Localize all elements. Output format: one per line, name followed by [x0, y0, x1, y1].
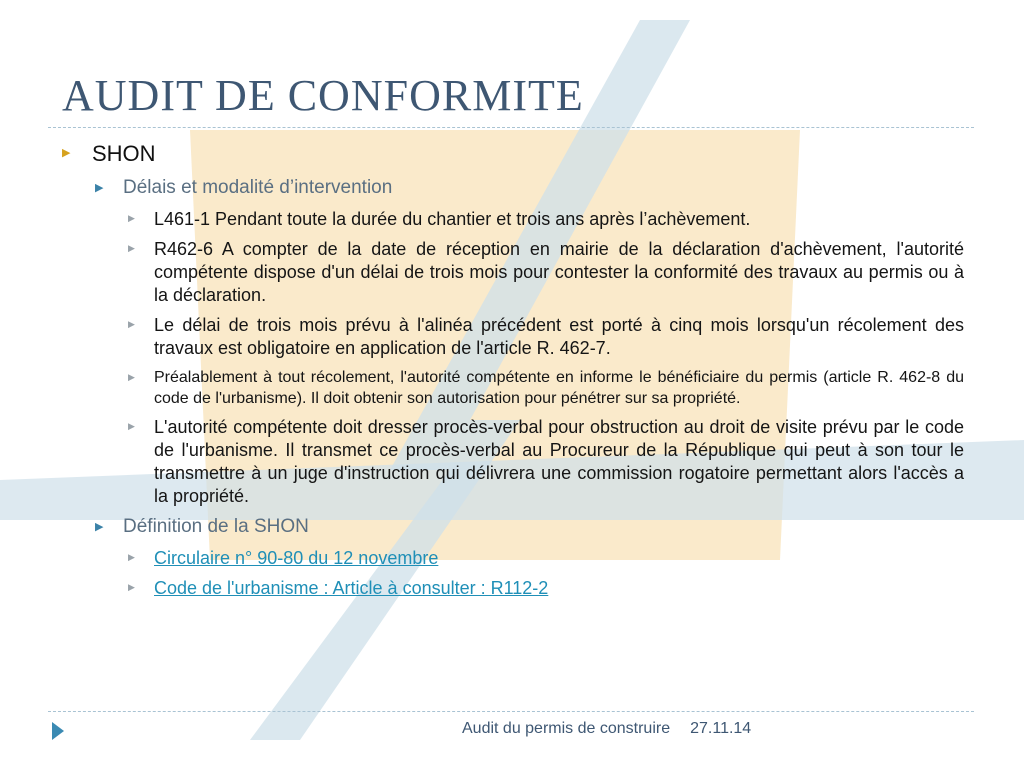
bullet-delais [60, 176, 964, 200]
bullet-definition-shon [60, 515, 964, 539]
list-item [60, 416, 964, 508]
slide-title: AUDIT DE CONFORMITE [62, 71, 584, 120]
list-item-text: Préalablement à tout récolement, l'autorité compétente en informe le bénéficiaire du permis (article R. 462-8 du code de l'urbanisme). Il doit obtenir son autorisation pour pénétrer sur sa propriété. [154, 369, 964, 407]
list-item-link[interactable] [60, 547, 964, 570]
bullet-text: Définition de la SHON [123, 516, 309, 537]
bullet-text: SHON [92, 141, 156, 166]
list-item-text: R462-6 A compter de la date de réception en mairie de la déclaration d'achèvement, l'autorité compétente dispose d'un délai de trois mois pour contester la conformité des travaux au permis ou à la déclaration. [154, 239, 964, 305]
code-urbanisme-link[interactable]: Code de l'urbanisme : Article à consulter : R112-2 [154, 578, 549, 598]
footer [462, 720, 771, 738]
list-item [60, 208, 964, 231]
list-item [60, 238, 964, 307]
triangle-bullet-icon: ▶ [128, 243, 135, 253]
footer-date: 27.11.14 [690, 720, 752, 737]
triangle-bullet-icon: ▶ [128, 319, 135, 329]
next-slide-icon[interactable] [52, 722, 64, 740]
bullet-text: Délais et modalité d’intervention [123, 177, 393, 198]
list-item-text: L461-1 Pendant toute la durée du chantier et trois ans après l’achèvement. [154, 209, 751, 229]
circulaire-link[interactable]: Circulaire n° 90-80 du 12 novembre [154, 548, 439, 568]
list-item [60, 367, 964, 409]
triangle-bullet-icon: ▶ [62, 147, 71, 159]
slide-body [60, 140, 964, 607]
list-item [60, 314, 964, 360]
triangle-bullet-icon: ▶ [95, 521, 104, 533]
triangle-bullet-icon: ▶ [128, 552, 135, 562]
bullet-shon [60, 140, 964, 168]
triangle-bullet-icon: ▶ [128, 582, 135, 592]
footer-divider [48, 711, 974, 712]
triangle-bullet-icon: ▶ [128, 421, 135, 431]
triangle-bullet-icon: ▶ [128, 372, 135, 382]
list-item-text: L'autorité compétente doit dresser procès-verbal pour obstruction au droit de visite prévu par le code de l'urbanisme. Il transmet ce procès-verbal au Procureur de la République qui peut à son tour le transmettre à un juge d'instruction qui délivrera une commission rogatoire permettant alors l'accès a la propriété. [154, 417, 964, 506]
list-item-link[interactable] [60, 577, 964, 600]
title-divider [48, 127, 974, 128]
triangle-bullet-icon: ▶ [95, 182, 104, 194]
footer-presentation-title: Audit du permis de construire [462, 720, 671, 737]
list-item-text: Le délai de trois mois prévu à l'alinéa précédent est porté à cinq mois lorsqu'un récolement des travaux est obligatoire en application de l'article R. 462-7. [154, 315, 964, 358]
triangle-bullet-icon: ▶ [128, 213, 135, 223]
